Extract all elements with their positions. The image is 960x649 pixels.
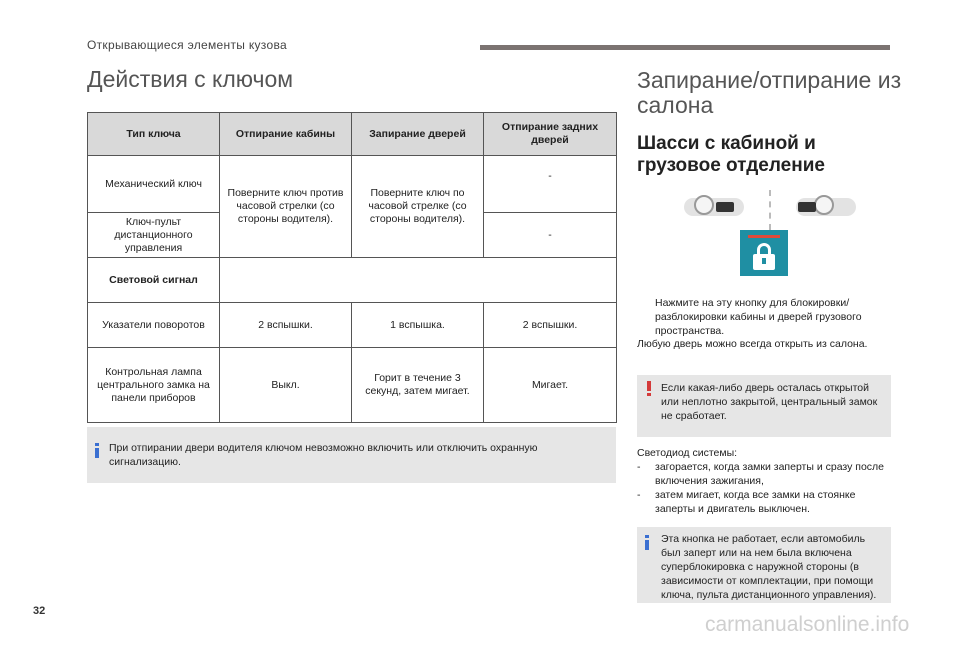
table-row: [88, 303, 617, 348]
paragraph: Любую дверь можно всегда открыть из салона.: [637, 338, 868, 350]
cell-lamp-unlock: Выкл.: [220, 348, 352, 423]
cell-remote-key: Ключ-пульт дистанционного управления: [88, 213, 220, 258]
cell-lamp-lock: Горит в течение 3 секунд, затем мигает.: [352, 348, 484, 423]
page-number: 32: [33, 605, 46, 617]
cell-unlock-instr: Поверните ключ против часовой стрелки (со стороны водителя).: [220, 156, 352, 258]
table-row: [88, 156, 617, 213]
table-header-row: [88, 113, 617, 156]
steering-wheel-icon: [694, 195, 714, 215]
lock-button-figure: [680, 190, 860, 278]
warning-icon: [647, 381, 651, 396]
watermark: carmanualsonline.info: [705, 613, 910, 636]
button-panel-icon: [716, 202, 734, 212]
header-unlock-cab: Отпирание кабины: [220, 113, 352, 156]
cell-indicators: Указатели поворотов: [88, 303, 220, 348]
cell-lamp: Контрольная лампа центрального замка на панели приборов: [88, 348, 220, 423]
right-heading: Запирание/отпирание из салона: [637, 67, 902, 118]
cell-ind-unlock: 2 вспышки.: [220, 303, 352, 348]
cell-lock-instr: Поверните ключ по часовой стрелке (со стороны водителя).: [352, 156, 484, 258]
cell-dash-1: -: [484, 156, 617, 213]
info-icon: [95, 443, 99, 458]
central-lock-button[interactable]: [740, 230, 788, 276]
header-lock-doors: Запирание дверей: [352, 113, 484, 156]
cell-lamp-rear: Мигает.: [484, 348, 617, 423]
cell-empty: [220, 258, 617, 303]
led-indicator: [748, 235, 780, 238]
list-item: - загорается, когда замки заперты и сразу после включения зажигания,: [637, 461, 885, 487]
table-row: [88, 258, 617, 303]
info-note-right: [637, 527, 891, 603]
diode-title: Светодиод системы:: [637, 447, 738, 459]
table-row: [88, 348, 617, 423]
header-bar: [480, 45, 890, 50]
cell-ind-rear: 2 вспышки.: [484, 303, 617, 348]
instruction-bullet: [637, 296, 892, 338]
header-key-type: Тип ключа: [88, 113, 220, 156]
list-item: - затем мигает, когда все замки на стоянке заперты и двигатель выключен.: [637, 489, 856, 515]
cell-ind-lock: 1 вспышка.: [352, 303, 484, 348]
section-title: Открывающиеся элементы кузова: [87, 38, 287, 52]
info-note-text: При отпирании двери водителя ключом невозможно включить или отключить охранную сигнализацию.: [109, 442, 538, 468]
right-subheading: Шасси с кабиной и грузовое отделение: [637, 133, 825, 176]
cell-dash-2: -: [484, 213, 617, 258]
info-icon: [645, 535, 649, 550]
warning-note: [637, 375, 891, 437]
steering-wheel-icon: [814, 195, 834, 215]
dashboard-left: [684, 198, 744, 216]
header-unlock-rear: Отпирание задних дверей: [484, 113, 617, 156]
diode-section: [637, 446, 897, 516]
button-panel-icon: [798, 202, 816, 212]
cell-mech-key: Механический ключ: [88, 156, 220, 213]
cell-light-signal: Световой сигнал: [88, 258, 220, 303]
bullet-text: Нажмите на эту кнопку для блокировки/разблокировки кабины и дверей грузового пространства.: [655, 297, 862, 337]
key-actions-table: [87, 112, 617, 423]
warning-text: Если какая-либо дверь осталась открытой или неплотно закрытой, центральный замок не сработает.: [661, 382, 878, 422]
info-note-left: [87, 427, 616, 483]
info-note-text: Эта кнопка не работает, если автомобиль был заперт или на нем была включена суперблокировка с наружной стороны (в зависимости от комплектации, при помощи ключа, пульта дистанционного управления).: [661, 533, 877, 601]
divider: [769, 190, 772, 230]
left-heading: Действия с ключом: [87, 66, 294, 92]
